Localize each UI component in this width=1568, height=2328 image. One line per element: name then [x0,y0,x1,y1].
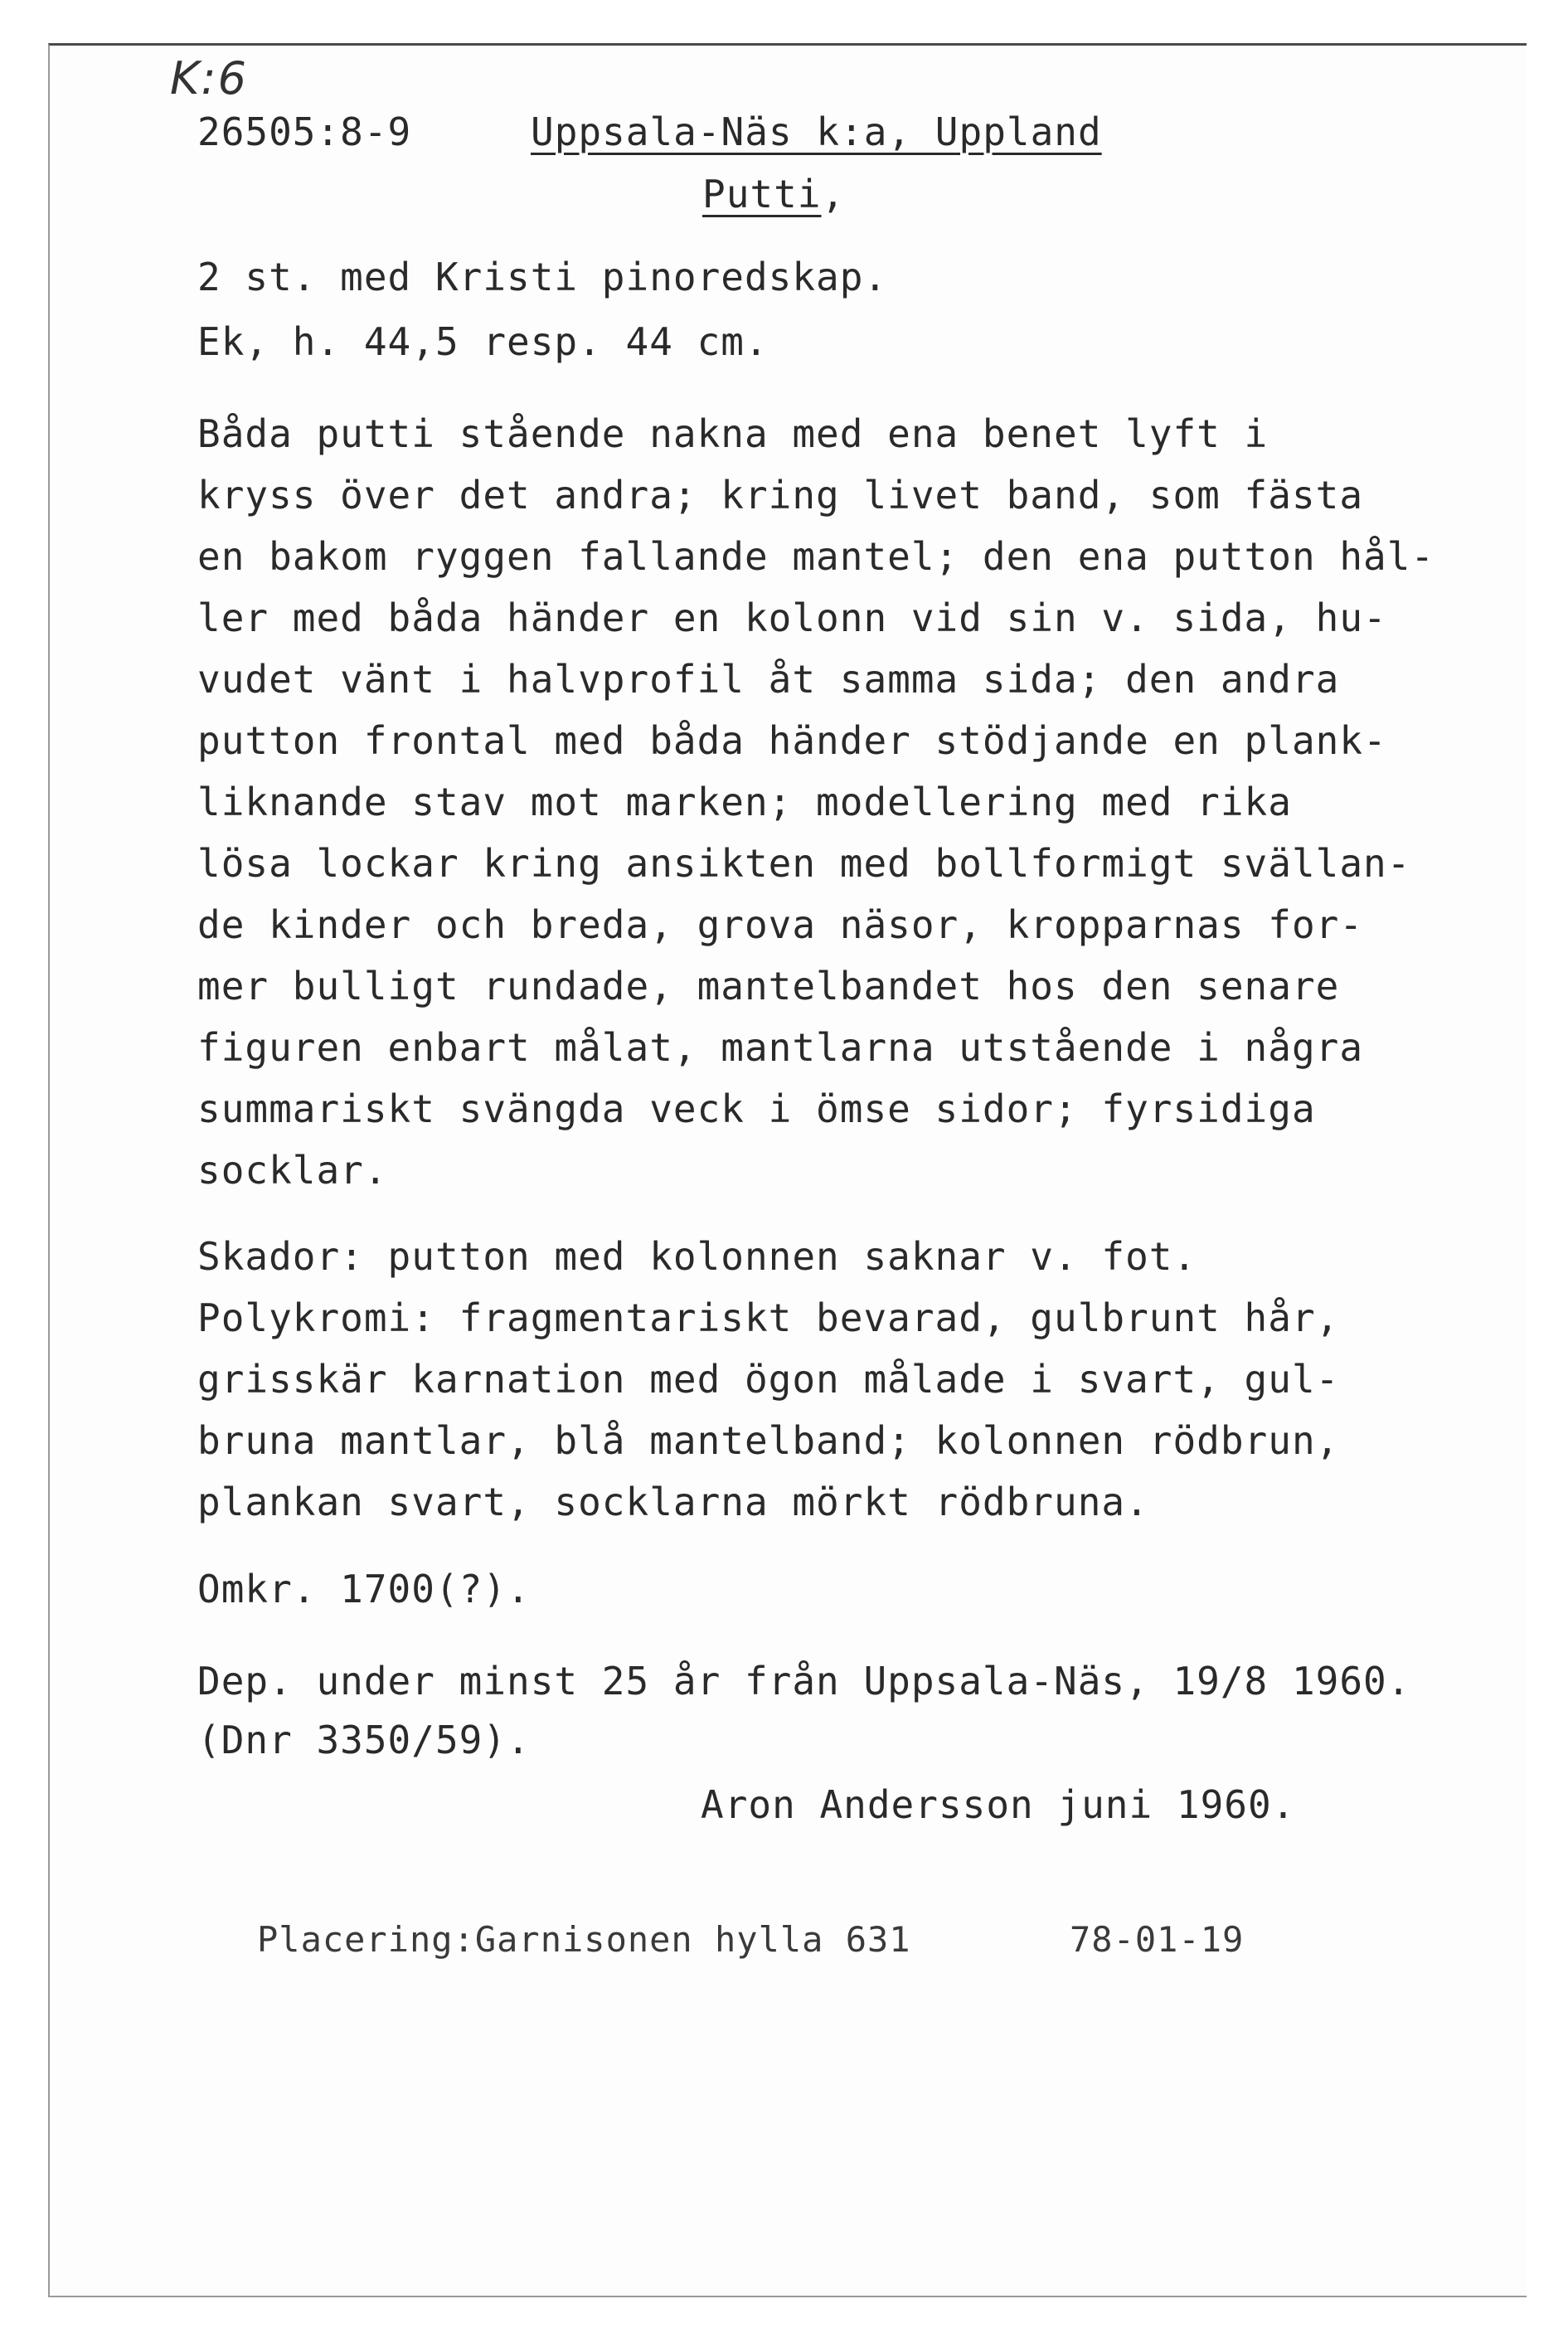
object-name: Putti [702,172,822,216]
placement: Placering:Garnisonen hylla 631 [257,1919,911,1960]
condition-line: plankan svart, socklarna mörkt rödbruna. [197,1480,1149,1524]
description-line: figuren enbart målat, mantlarna utstående i några [197,1025,1364,1070]
object-name-line [702,172,846,216]
description-line: ler med båda händer en kolonn vid sin v. sida, hu- [197,595,1387,640]
deposit-line: Dep. under minst 25 år från Uppsala-Näs, 19/8 1960. [197,1659,1411,1703]
description-line: summariskt svängda veck i ömse sidor; fyrsidiga [197,1086,1316,1131]
object-name-suffix: , [821,172,846,216]
description-line: vudet vänt i halvprofil åt samma sida; den andra [197,657,1340,702]
author-signature: Aron Andersson juni 1960. [701,1782,1296,1827]
description-line: liknande stav mot marken; modellering med rika [197,780,1292,824]
condition-line: grisskär karnation med ögon målade i svart, gul- [197,1357,1340,1402]
dating: Omkr. 1700(?). [197,1567,531,1611]
deposit-line: (Dnr 3350/59). [197,1718,531,1762]
inventory-number: 26505:8-9 [197,109,412,154]
description-line: Båda putti stående nakna med ena benet lyft i [197,411,1269,456]
description-line: mer bulligt rundade, mantelbandet hos den senare [197,964,1340,1008]
summary-line: 2 st. med Kristi pinoredskap. [197,255,888,299]
condition-line: Skador: putton med kolonnen saknar v. fot. [197,1234,1197,1279]
description-line: de kinder och breda, grova näsor, kropparnas for- [197,902,1364,947]
condition-line: Polykromi: fragmentariskt bevarad, gulbrunt hår, [197,1295,1340,1340]
summary-line: Ek, h. 44,5 resp. 44 cm. [197,319,769,364]
description-line: en bakom ryggen fallande mantel; den ena putton hål- [197,534,1435,579]
handwritten-mark: K:6 [170,52,248,104]
description-line: kryss över det andra; kring livet band, som fästa [197,473,1364,518]
placement-date: 78-01-19 [1070,1919,1245,1960]
description-line: socklar. [197,1148,388,1193]
location-heading: Uppsala-Näs k:a, Uppland [531,109,1102,154]
condition-line: bruna mantlar, blå mantelband; kolonnen rödbrun, [197,1418,1340,1463]
description-line: putton frontal med båda händer stödjande en plank- [197,718,1387,763]
description-line: lösa lockar kring ansikten med bollformigt svällan- [197,841,1411,886]
